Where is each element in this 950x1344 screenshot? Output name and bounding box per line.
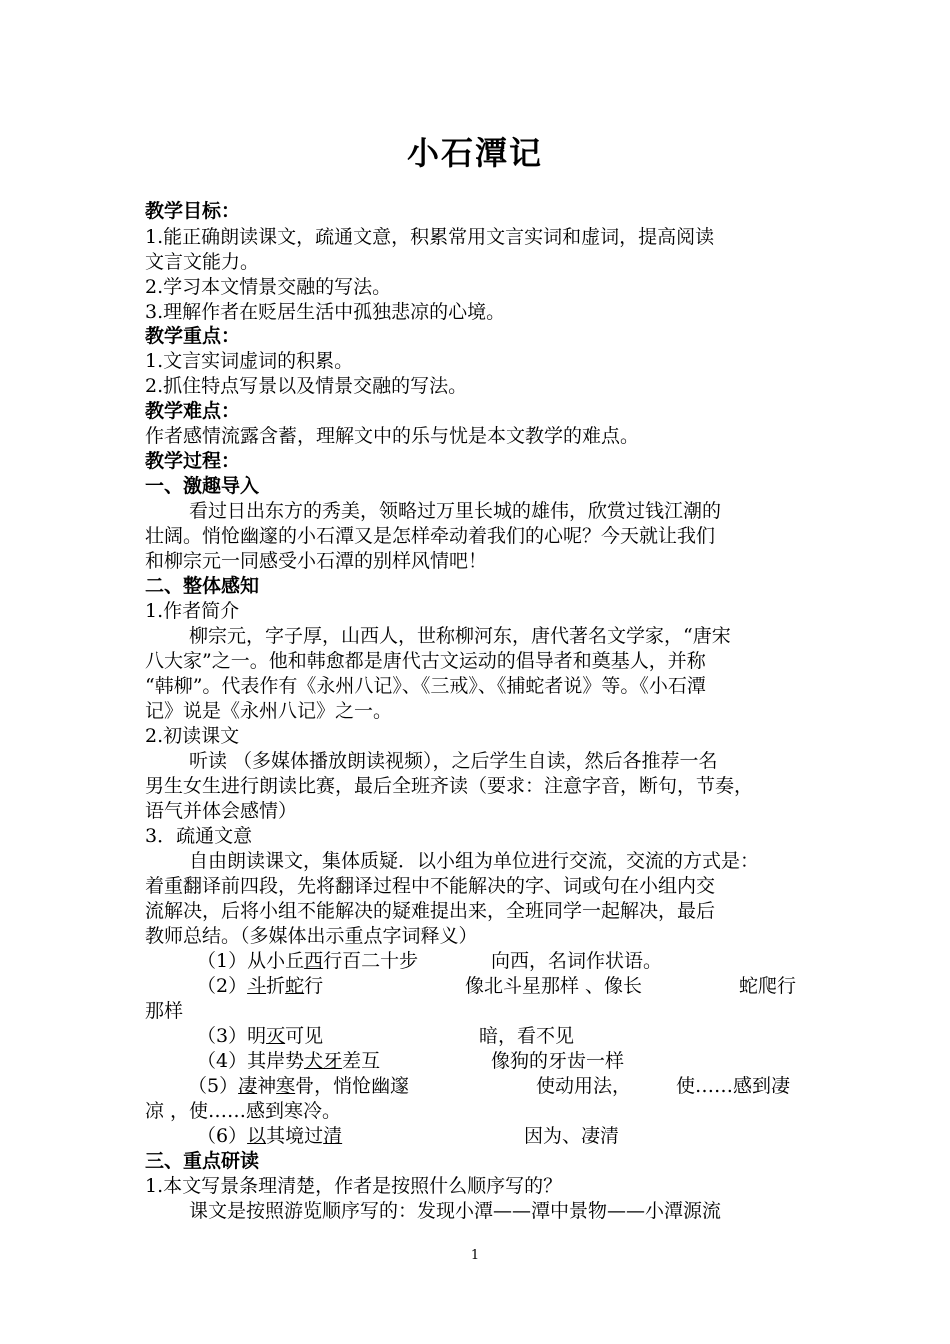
gloss-meaning: 使动用法， (536, 1075, 632, 1097)
gloss-meaning: 向西，名词作状语。 (491, 950, 663, 972)
gloss-meaning: 蛇爬行 (739, 975, 797, 997)
paragraph-line: 听读 （多媒体播放朗读视频），之后学生自读，然后各推荐一名 (189, 750, 718, 772)
gloss-key-word: 犬牙 (304, 1050, 343, 1072)
gloss-meaning: 使……感到凄 (676, 1075, 791, 1097)
gloss-phrase: （6） (197, 1125, 248, 1147)
paragraph-line: 流解决，后将小组不能解决的疑难提出来，全班同学一起解决，最后 (145, 900, 716, 922)
gloss-phrase: 骨，悄怆幽邃 (295, 1075, 410, 1097)
gloss-phrase: 行 (304, 975, 324, 997)
paragraph-line: 八大家”之一。他和韩愈都是唐代古文运动的倡导者和奠基人，并称 (145, 650, 706, 672)
gloss-phrase: 折 (266, 975, 286, 997)
paragraph-line: 课文是按照游览顺序写的：发现小潭——潭中景物——小潭源流 (189, 1200, 722, 1222)
gloss-phrase: （4）其岸势 (197, 1050, 305, 1072)
document-title: 小石潭记 (406, 134, 543, 172)
section-heading-close-reading: 三、重点研读 (145, 1150, 260, 1172)
gloss-phrase: （2） (197, 975, 248, 997)
gloss-meaning: 因为、凄清 (524, 1125, 620, 1147)
gloss-key-word: 蛇 (285, 975, 305, 997)
gloss-phrase: 神 (257, 1075, 277, 1097)
heading-difficulties: 教学难点： (145, 400, 241, 422)
gloss-phrase: 行百二十步 (323, 950, 419, 972)
gloss-item (188, 1073, 409, 1099)
text-line: 作者感情流露含蓄，理解文中的乐与忧是本文教学的难点。 (145, 425, 640, 447)
paragraph-line: 自由朗读课文，集体质疑．以小组为单位进行交流，交流的方式是： (189, 850, 760, 872)
text-line: 2.初读课文 (145, 725, 240, 747)
gloss-key-word: 斗 (247, 975, 267, 997)
gloss-item (197, 948, 418, 974)
gloss-key-word: 灭 (266, 1025, 286, 1047)
page-number: 1 (470, 1248, 480, 1263)
paragraph-line: 着重翻译前四段，先将翻译过程中不能解决的字、词或句在小组内交 (145, 875, 716, 897)
section-heading-intro: 一、激趣导入 (145, 475, 260, 497)
paragraph-line: 语气并体会感情） (145, 800, 298, 822)
text-line: 2.抓住特点写景以及情景交融的写法。 (145, 375, 468, 397)
heading-key-points: 教学重点： (145, 325, 241, 347)
paragraph-line: 记》说是《永州八记》之一。 (145, 700, 393, 722)
gloss-item (197, 1123, 342, 1149)
gloss-meaning: 像北斗星那样 、像长 (465, 975, 643, 997)
gloss-phrase: 差互 (342, 1050, 381, 1072)
paragraph-line: 看过日出东方的秀美，领略过万里长城的雄伟，欣赏过钱江潮的 (189, 500, 722, 522)
gloss-key-word: 以 (247, 1125, 267, 1147)
gloss-key-word: 清 (323, 1125, 343, 1147)
text-line: 1.能正确朗读课文，疏通文意，积累常用文言实词和虚词，提高阅读 (145, 226, 715, 248)
paragraph-line: 壮阔。悄怆幽邃的小石潭又是怎样牵动着我们的心呢？今天就让我们 (145, 525, 716, 547)
paragraph-line: 柳宗元，字子厚，山西人，世称柳河东，唐代著名文学家，“唐宋 (189, 625, 731, 647)
gloss-phrase: 可见 (285, 1025, 324, 1047)
gloss-phrase: 其境过 (266, 1125, 324, 1147)
gloss-meaning: 那样 (145, 1000, 184, 1022)
gloss-key-word: 凄 (238, 1075, 258, 1097)
gloss-item (197, 1048, 380, 1074)
gloss-key-word: 西 (304, 950, 324, 972)
paragraph-line: “韩柳”。代表作有《永州八记》、《三戒》、《捕蛇者说》等。《小石潭 (145, 675, 706, 697)
text-line: 1.本文写景条理清楚，作者是按照什么顺序写的？ (145, 1175, 563, 1197)
gloss-meaning: 暗，看不见 (479, 1025, 575, 1047)
heading-process: 教学过程： (145, 450, 241, 472)
text-line: 3.理解作者在贬居生活中孤独悲凉的心境。 (145, 301, 506, 323)
gloss-phrase: （1）从小丘 (197, 950, 305, 972)
paragraph-line: 教师总结。（多媒体出示重点字词释义） (145, 925, 478, 947)
gloss-key-word: 寒 (276, 1075, 296, 1097)
text-line: 文言文能力。 (145, 251, 260, 273)
gloss-item (197, 973, 323, 999)
gloss-item (197, 1023, 323, 1049)
gloss-phrase: （5） (188, 1075, 239, 1097)
section-heading-overview: 二、整体感知 (145, 575, 260, 597)
gloss-meaning: 像狗的牙齿一样 (491, 1050, 625, 1072)
gloss-phrase: （3）明 (197, 1025, 267, 1047)
gloss-meaning: 凉 ，使……感到寒冷。 (145, 1100, 342, 1122)
text-line: 3．疏通文意 (145, 825, 253, 847)
heading-teaching-goals: 教学目标： (145, 200, 241, 222)
text-line: 1.作者简介 (145, 600, 240, 622)
paragraph-line: 和柳宗元一同感受小石潭的别样风情吧！ (145, 550, 488, 572)
text-line: 2.学习本文情景交融的写法。 (145, 276, 392, 298)
text-line: 1.文言实词虚词的积累。 (145, 350, 354, 372)
paragraph-line: 男生女生进行朗读比赛，最后全班齐读（要求：注意字音，断句，节奏， (145, 775, 754, 797)
